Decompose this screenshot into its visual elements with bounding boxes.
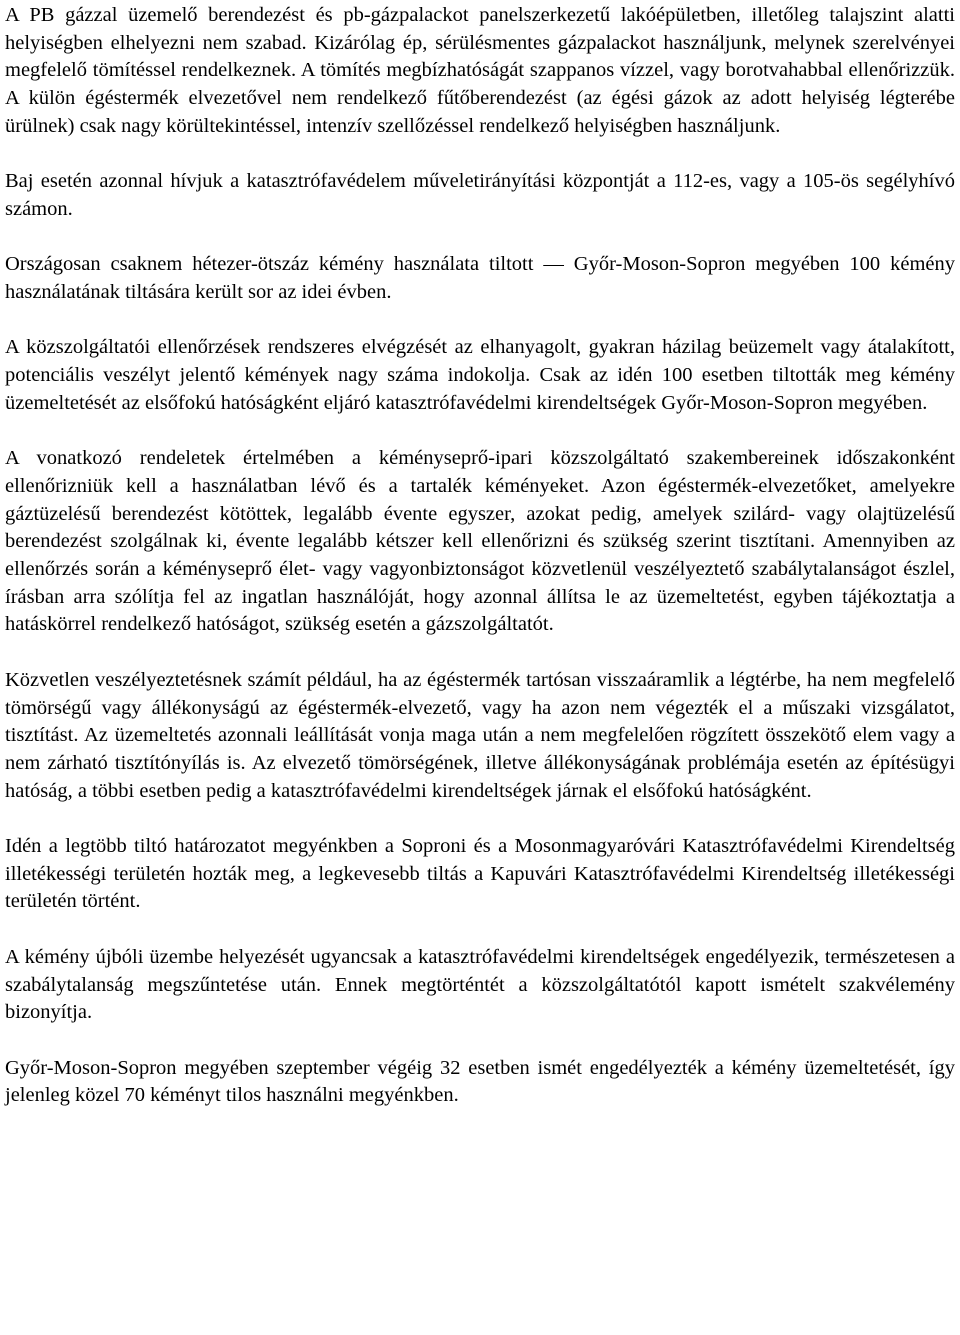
paragraph-current-status: Győr-Moson-Sopron megyében szeptember végéig 32 esetben ismét engedélyezték a kémény üzemeltetését, így jelenleg közel 70 kéményt tilos használni megyénkben. xyxy=(5,1056,955,1107)
paragraph-pb-gas-safety: A PB gázzal üzemelő berendezést és pb-gázpalackot panelszerkezetű lakóépületben, illetőleg talajszint alatti helyiségben elhelyezni nem szabad. Kizárólag ép, sérülésmentes gázpalackot használjunk, melynek szerelvényei megfelelő tömítéssel rendelkeznek. A tömítés megbízhatóságát szappanos vízzel, vagy borotvahabbal ellenőrizzük. A külön égéstermék elvezetővel nem rendelkező fűtőberendezést (az égési gázok az adott helyiség légterébe ürülnek) csak nagy körültekintéssel, intenzív szellőzéssel rendelkező helyiségben használjunk. xyxy=(5,4,955,137)
paragraph-chimney-ban-count: Országosan csaknem hétezer-ötszáz kémény használata tiltott — Győr-Moson-Sopron megyében 100 kémény használatának tiltására került sor az idei évben. xyxy=(5,253,955,303)
paragraph-inspection-rules: A vonatkozó rendeletek értelmében a kéményseprő-ipari közszolgáltató szakembereinek időszakonként ellenőrizniük kell a használatban lévő és a tartalék kéményeket. Azon égéstermék-elvezetőket, amelyekre gáztüzelésű berendezést kötöttek, legalább évente egyszer, azokat pedig, amelyek szilárd- vagy olajtüzelésű berendezést szolgálnak ki, évente legalább kétszer kell ellenőrizni és szükség szerint tisztítani. Amennyiben az ellenőrzés során a kéményseprő élet- vagy vagyonbiztonságot közvetlenül veszélyeztető szabálytalanságot észlel, írásban arra szólítja fel az ingatlan használóját, hogy azonnal állítsa le az üzemeltetést, egyben tájékoztatja a hatáskörrel rendelkező hatóságot, szükség esetén a gázszolgáltatót. xyxy=(5,447,955,636)
paragraph-regional-bans: Idén a legtöbb tiltó határozatot megyénkben a Soproni és a Mosonmagyaróvári Katasztrófavédelmi Kirendeltség illetékességi területén hozták meg, a legkevesebb tiltás a Kapuvári Katasztrófavédelmi Kirendeltség illetékességi területén történt. xyxy=(5,835,955,913)
document-page xyxy=(5,2,955,1110)
paragraph-direct-danger: Közvetlen veszélyeztetésnek számít például, ha az égéstermék tartósan visszaáramlik a légtérbe, ha nem megfelelő tömörségű vagy állékonyságú az égéstermék-elvezető, vagy ha azon nem végezték el a műszaki vizsgálatot, tisztítást. Az üzemeltetés azonnali leállítását vonja maga után a nem megfelelően rögzített összekötő elem vagy a nem zárható tisztítónyílás is. Az elvezető tömörségének, illetve állékonyságának problémája esetén az építésügyi hatóság, a többi esetben pedig a katasztrófavédelmi kirendeltségek járnak el elsőfokú hatóságként. xyxy=(5,668,955,802)
paragraph-reactivation: A kémény újbóli üzembe helyezését ugyancsak a katasztrófavédelmi kirendeltségek engedélyezik, természetesen a szabálytalanság megszűntetése után. Ennek megtörténtét a közszolgáltatótól kapott ismételt szakvélemény bizonyítja. xyxy=(5,945,955,1024)
paragraph-public-service-inspections: A közszolgáltatói ellenőrzések rendszeres elvégzését az elhanyagolt, gyakran házilag beüzemelt vagy átalakított, potenciális veszélyt jelentő kémények nagy száma indokolja. Csak az idén 100 esetben tiltották meg kémény üzemeltetését az elsőfokú hatóságként eljáró katasztrófavédelmi kirendeltségek Győr-Moson-Sopron megyében. xyxy=(5,336,955,414)
paragraph-emergency-numbers: Baj esetén azonnal hívjuk a katasztrófavédelem műveletirányítási központját a 112-es, vagy a 105-ös segélyhívó számon. xyxy=(5,170,955,220)
